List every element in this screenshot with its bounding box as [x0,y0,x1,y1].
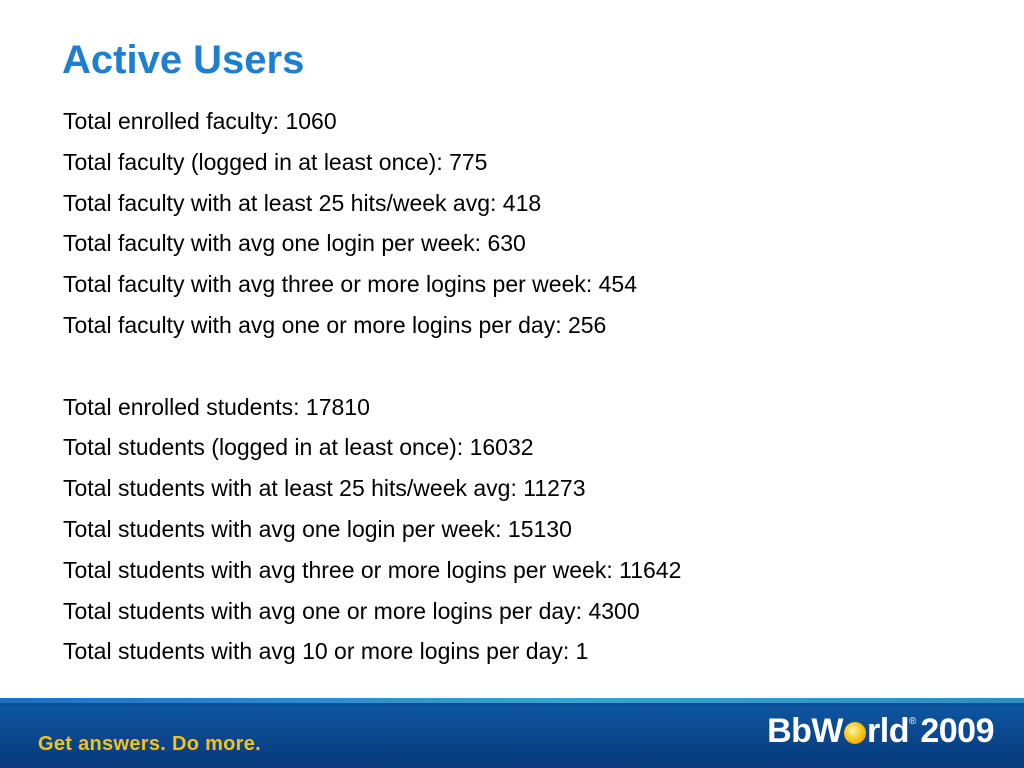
stats-list [63,101,681,672]
faculty-stat-25-hits: Total faculty with at least 25 hits/week avg: 418 [63,189,542,216]
student-stat-three-logins-week: Total students with avg three or more logins per week: 11642 [63,556,682,583]
faculty-stat-one-login-week: Total faculty with avg one login per week: 630 [63,230,526,257]
faculty-stat-three-logins-week: Total faculty with avg three or more logins per week: 454 [63,271,638,298]
brand-prefix: BbW [767,712,844,750]
slide-title: Active Users [62,38,305,82]
footer-stripe-shadow [0,703,1024,706]
faculty-stat-logged-in: Total faculty (logged in at least once): 775 [63,148,488,175]
student-stat-25-hits: Total students with at least 25 hits/week avg: 11273 [63,475,586,502]
student-stat-logged-in: Total students (logged in at least once): 16032 [63,434,534,461]
faculty-stat-one-login-day: Total faculty with avg one or more logins per day: 256 [63,311,607,338]
list-spacer [63,346,681,387]
footer-tagline: Get answers. Do more. [38,733,262,755]
student-stat-ten-logins-day: Total students with avg 10 or more logins per day: 1 [63,638,589,665]
brand-suffix: rld [867,712,909,750]
registered-mark: ® [908,716,917,727]
student-stat-one-login-day: Total students with avg one or more logins per day: 4300 [63,597,640,624]
faculty-stat-enrolled: Total enrolled faculty: 1060 [63,108,337,134]
globe-icon [844,722,866,744]
student-stat-one-login-week: Total students with avg one login per week: 15130 [63,515,572,542]
student-stat-enrolled: Total enrolled students: 17810 [63,393,370,420]
bbworld-logo [767,712,994,756]
brand-year: 2009 [920,712,994,750]
